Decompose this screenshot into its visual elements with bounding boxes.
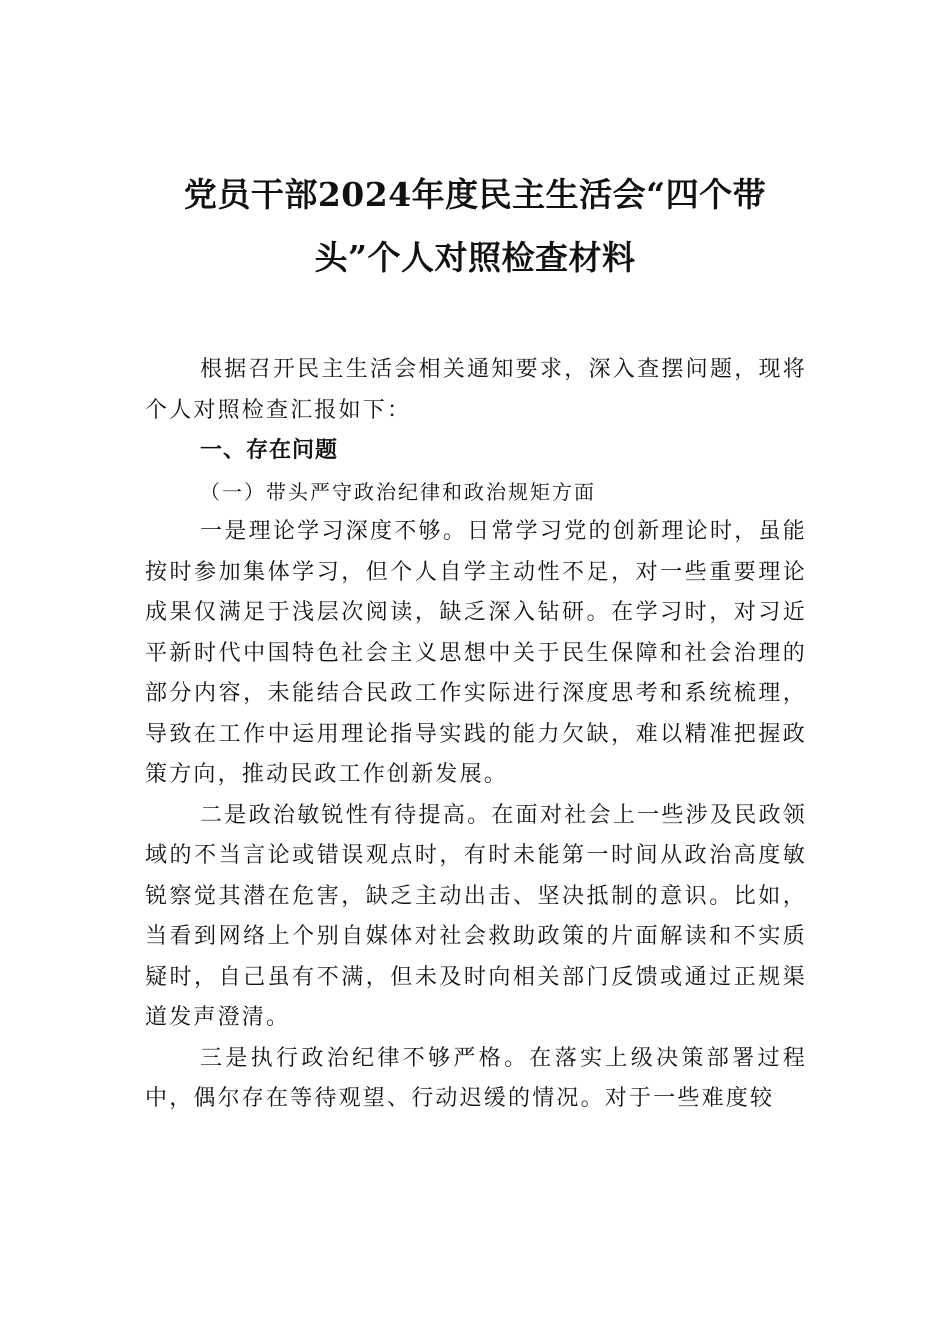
intro-paragraph: 根据召开民主生活会相关通知要求，深入查摆问题，现将个人对照检查汇报如下：	[145, 357, 807, 423]
section-heading-problems: 一、存在问题	[200, 438, 339, 463]
title-line-2: 头”个人对照检查材料	[314, 238, 636, 277]
subsection-heading-political-discipline: （一）带头严守政治纪律和政治规矩方面	[200, 479, 596, 504]
document-body	[145, 350, 807, 1120]
document-title	[145, 163, 805, 289]
title-line-1: 党员干部2024年度民主生活会“四个带	[183, 175, 767, 214]
paragraph-political-discipline: 三是执行政治纪律不够严格。在落实上级决策部署过程中，偶尔存在等待观望、行动迟缓的情况。对于一些难度较	[145, 1045, 807, 1111]
paragraph-theory-study: 一是理论学习深度不够。日常学习党的创新理论时，虽能按时参加集体学习，但个人自学主动性不足，对一些重要理论成果仅满足于浅层次阅读，缺乏深入钻研。在学习时，对习近平新时代中国特色社会主义思想中关于民生保障和社会治理的部分内容，未能结合民政工作实际进行深度思考和系统梳理，导致在工作中运用理论指导实践的能力欠缺，难以精准把握政策方向，推动民政工作创新发展。	[145, 519, 807, 787]
paragraph-political-sensitivity: 二是政治敏锐性有待提高。在面对社会上一些涉及民政领域的不当言论或错误观点时，有时未能第一时间从政治高度敏锐察觉其潜在危害，缺乏主动出击、坚决抵制的意识。比如，当看到网络上个别自媒体对社会救助政策的片面解读和不实质疑时，自己虽有不满，但未及时向相关部门反馈或通过正规渠道发声澄清。	[145, 802, 807, 1030]
